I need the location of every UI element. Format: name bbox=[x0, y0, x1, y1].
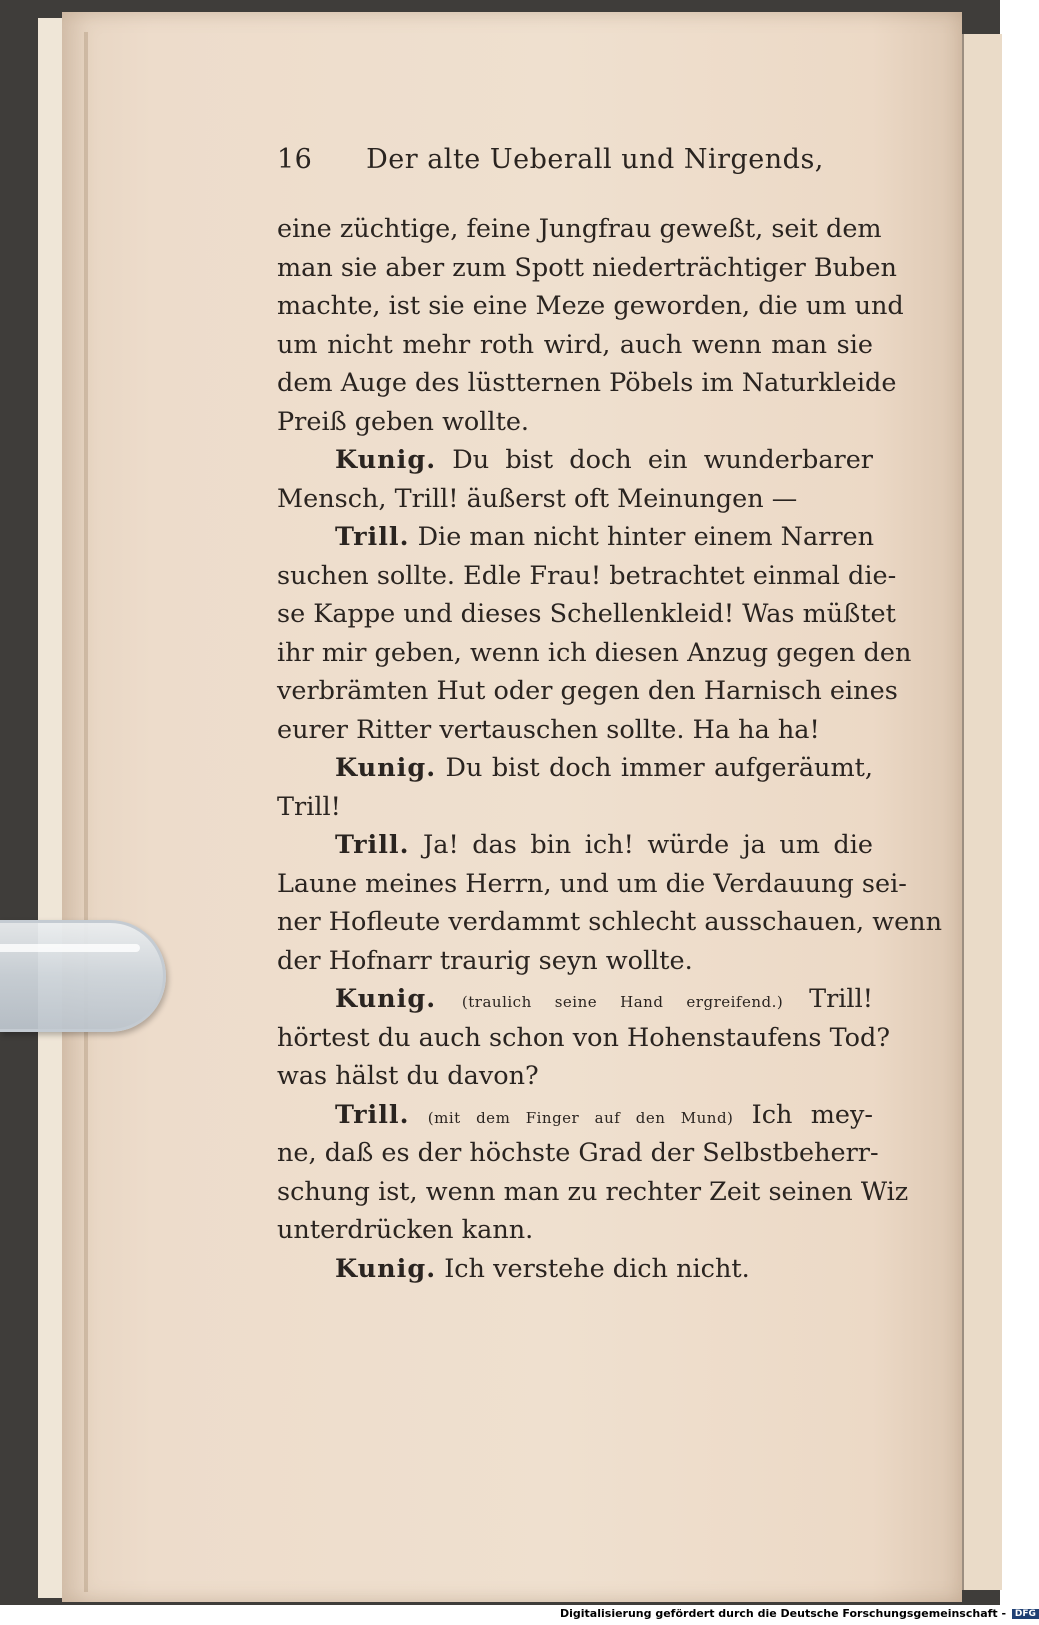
stage-direction: (traulich seine Hand ergreifend.) bbox=[461, 993, 784, 1011]
text-line bbox=[277, 403, 873, 442]
text-line bbox=[277, 1211, 873, 1250]
text-line bbox=[277, 826, 873, 865]
line-text: um nicht mehr roth wird, auch wenn man sie bbox=[277, 329, 873, 360]
stage-direction: (mit dem Finger auf den Mund) bbox=[427, 1108, 734, 1127]
speaker-name: Trill. bbox=[335, 1099, 410, 1130]
credit-text: Digitalisierung gefördert durch die Deutsche Forschungsgemeinschaft - bbox=[560, 1607, 1007, 1620]
text-line bbox=[277, 865, 907, 904]
text-line bbox=[277, 1250, 873, 1289]
dfg-logo: DFG bbox=[1012, 1609, 1039, 1619]
line-text: Preiß geben wollte. bbox=[277, 406, 530, 437]
line-text: Ich verstehe dich nicht. bbox=[444, 1253, 750, 1284]
line-text: man sie aber zum Spott niederträchtiger Buben bbox=[277, 252, 897, 283]
page-clip bbox=[0, 920, 166, 1032]
text-line bbox=[277, 672, 898, 711]
speaker-name: Kunig. bbox=[335, 984, 437, 1014]
text-line bbox=[277, 788, 873, 827]
running-title: Der alte Ueberall und Nirgends, bbox=[366, 144, 824, 175]
speaker-name: Trill. bbox=[335, 522, 410, 552]
text-line bbox=[277, 595, 896, 634]
line-text: Ja! das bin ich! würde ja um die bbox=[423, 830, 874, 860]
text-line bbox=[277, 1096, 873, 1135]
text-line bbox=[277, 749, 873, 788]
line-text: hörtest du auch schon von Hohenstaufens Tod? bbox=[277, 1022, 890, 1053]
line-text: dem Auge des lüstternen Pöbels im Naturkleide bbox=[277, 368, 897, 398]
line-text: Laune meines Herrn, und um die Verdauung sei- bbox=[277, 868, 907, 899]
speaker-name: Kunig. bbox=[335, 753, 437, 783]
page-number: 16 bbox=[277, 144, 313, 175]
line-text: ihr mir geben, wenn ich diesen Anzug gegen den bbox=[277, 637, 912, 668]
text-line bbox=[277, 441, 873, 480]
page-header bbox=[277, 144, 877, 175]
line-text: Mensch, Trill! äußerst oft Meinungen — bbox=[277, 483, 798, 514]
line-text: Trill! bbox=[277, 791, 341, 822]
line-text: ne, daß es der höchste Grad der Selbstbeherr- bbox=[277, 1138, 879, 1168]
body-text bbox=[277, 210, 943, 1288]
text-line bbox=[277, 210, 882, 249]
line-text: was hälst du davon? bbox=[277, 1061, 539, 1091]
line-text: ner Hofleute verdammt schlecht ausschauen, wenn bbox=[277, 907, 943, 937]
text-line bbox=[277, 480, 873, 519]
text-line bbox=[277, 364, 897, 403]
text-line bbox=[277, 1019, 890, 1058]
speaker-name: Kunig. bbox=[335, 1253, 437, 1284]
line-text: unterdrücken kann. bbox=[277, 1215, 534, 1245]
text-line bbox=[277, 326, 873, 365]
text-line bbox=[277, 518, 873, 557]
line-text: schung ist, wenn man zu rechter Zeit seinen Wiz bbox=[277, 1176, 909, 1207]
text-line bbox=[277, 1057, 873, 1096]
text-line bbox=[277, 980, 873, 1019]
text-line bbox=[277, 634, 912, 673]
text-line bbox=[277, 711, 873, 750]
line-text: Du bist doch immer aufgeräumt, bbox=[445, 753, 874, 783]
gutter-shadow bbox=[84, 32, 88, 1592]
text-line bbox=[277, 942, 873, 981]
line-text: Trill! bbox=[809, 984, 873, 1014]
text-line bbox=[277, 249, 897, 288]
text-line bbox=[277, 557, 897, 596]
text-line bbox=[277, 1173, 909, 1212]
line-text: suchen sollte. Edle Frau! betrachtet einmal die- bbox=[277, 560, 897, 591]
speaker-name: Kunig. bbox=[335, 445, 437, 475]
text-line bbox=[277, 287, 904, 326]
line-text: Du bist doch ein wunderbarer bbox=[452, 445, 873, 475]
line-text: eine züchtige, feine Jungfrau geweßt, seit dem bbox=[277, 214, 882, 244]
line-text: Ich mey- bbox=[751, 1099, 873, 1130]
footer-credit bbox=[560, 1607, 1036, 1620]
line-text: se Kappe und dieses Schellenkleid! Was müßtet bbox=[277, 599, 896, 629]
page-clip-highlight bbox=[0, 944, 140, 952]
line-text: der Hofnarr traurig seyn wollte. bbox=[277, 945, 693, 976]
facing-page-edge bbox=[962, 34, 1002, 1590]
speaker-name: Trill. bbox=[335, 830, 410, 860]
line-text: verbrämten Hut oder gegen den Harnisch eines bbox=[277, 676, 898, 706]
line-text: machte, ist sie eine Meze geworden, die um und bbox=[277, 291, 904, 321]
text-line bbox=[277, 1134, 879, 1173]
text-line bbox=[277, 903, 943, 942]
line-text: Die man nicht hinter einem Narren bbox=[417, 522, 875, 552]
line-text: eurer Ritter vertauschen sollte. Ha ha ha! bbox=[277, 714, 820, 745]
